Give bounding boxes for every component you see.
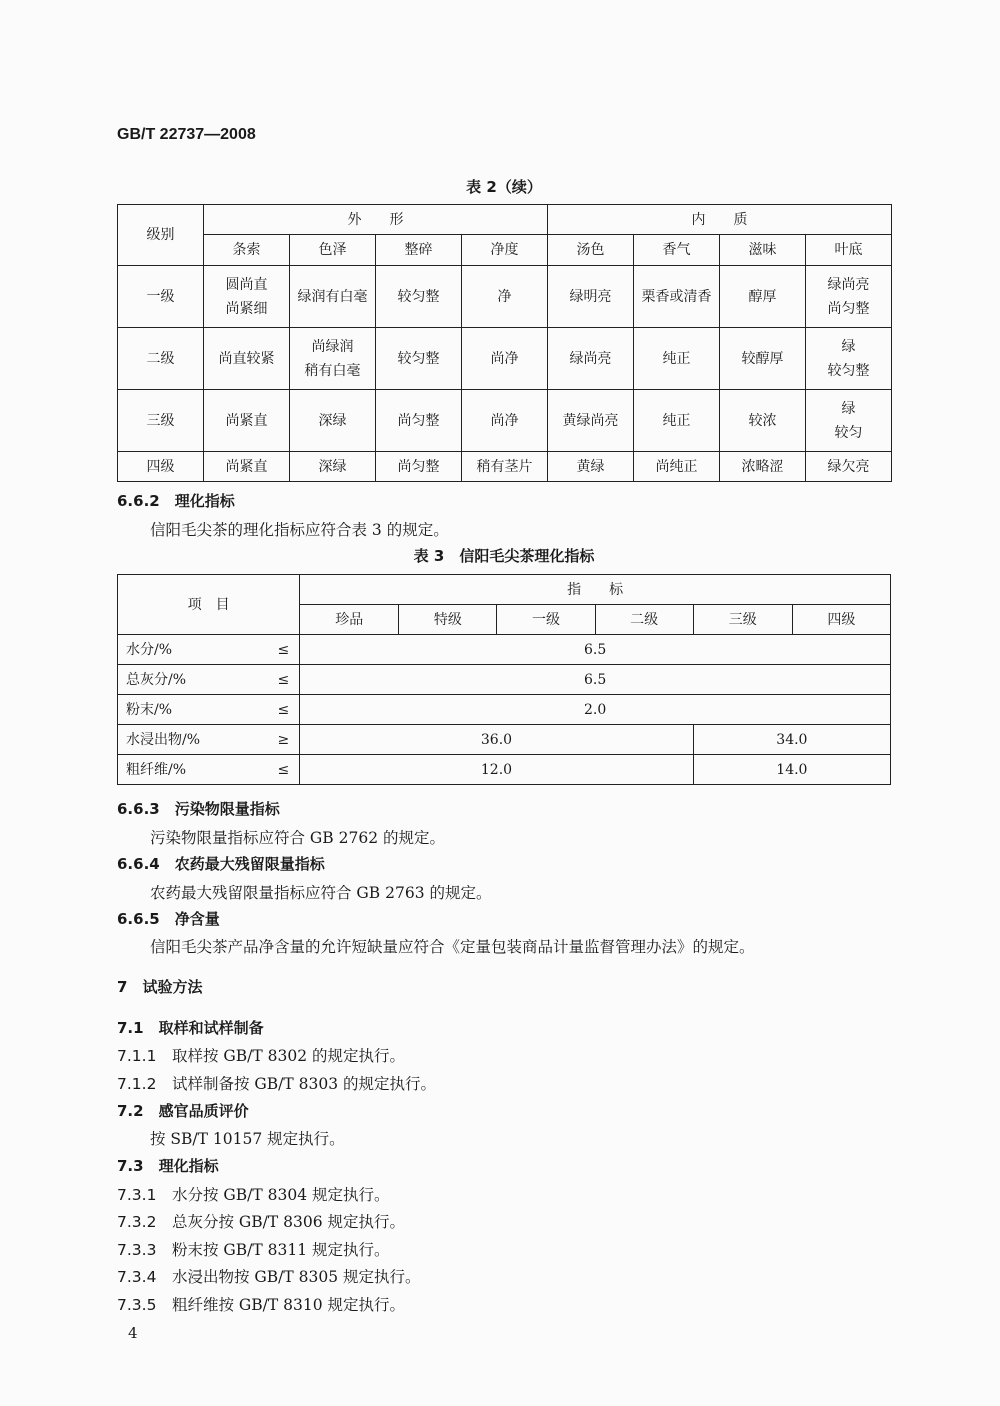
value-cell: 14.0 <box>693 755 890 785</box>
table-cell: 尚匀整 <box>376 390 462 452</box>
table-cell: 绿尚亮 <box>548 328 634 390</box>
section-7-2-text: 按 SB/T 10157 规定执行。 <box>150 1130 345 1148</box>
column-header: 整碎 <box>376 235 462 266</box>
table-row <box>118 755 891 785</box>
table-row <box>118 452 892 482</box>
document-header: GB/T 22737—2008 <box>117 126 256 143</box>
item-cell <box>118 755 300 785</box>
table-cell: 纯正 <box>634 390 720 452</box>
value-cell: 6.5 <box>300 635 891 665</box>
table-cell: 绿尚亮 尚匀整 <box>806 266 892 328</box>
table-cell: 较匀整 <box>376 266 462 328</box>
grade-header: 二级 <box>595 605 693 635</box>
value-cell: 6.5 <box>300 665 891 695</box>
table-row <box>118 328 892 390</box>
grade-cell: 一级 <box>118 266 204 328</box>
table-cell: 深绿 <box>290 390 376 452</box>
item-label: 水浸出物/% <box>126 731 201 748</box>
table-cell: 醇厚 <box>720 266 806 328</box>
table-cell: 绿 较匀 <box>806 390 892 452</box>
comparison-sign: ≥ <box>277 731 290 748</box>
table-row <box>118 665 891 695</box>
comparison-sign: ≤ <box>277 761 290 778</box>
section-6-6-5-heading: 6.6.5 净含量 <box>117 910 220 928</box>
table-cell: 圆尚直 尚紧细 <box>204 266 290 328</box>
table-cell: 栗香或清香 <box>634 266 720 328</box>
section-7-1-1: 7.1.1 取样按 GB/T 8302 的规定执行。 <box>117 1047 406 1065</box>
table-cell: 尚净 <box>462 328 548 390</box>
grade-header: 级别 <box>118 205 204 266</box>
section-7-3-1: 7.3.1 水分按 GB/T 8304 规定执行。 <box>117 1186 390 1204</box>
table-cell: 绿 较匀整 <box>806 328 892 390</box>
section-7-1-2: 7.1.2 试样制备按 GB/T 8303 的规定执行。 <box>117 1075 437 1093</box>
item-label: 总灰分/% <box>126 671 187 688</box>
section-7-2-heading: 7.2 感官品质评价 <box>117 1102 249 1120</box>
table-cell: 尚紧直 <box>204 452 290 482</box>
table-row <box>118 725 891 755</box>
table-cell: 绿润有白毫 <box>290 266 376 328</box>
table3-caption: 表 3 信阳毛尖茶理化指标 <box>413 547 595 565</box>
table-cell: 绿欠亮 <box>806 452 892 482</box>
table3 <box>117 574 891 785</box>
comparison-sign: ≤ <box>277 701 290 718</box>
grade-header: 特级 <box>399 605 497 635</box>
item-cell <box>118 665 300 695</box>
section-7-3-heading: 7.3 理化指标 <box>117 1157 219 1175</box>
page-number: 4 <box>128 1324 138 1342</box>
table-cell: 较浓 <box>720 390 806 452</box>
section-6-6-5-text: 信阳毛尖茶产品净含量的允许短缺量应符合《定量包装商品计量监督管理办法》的规定。 <box>150 938 755 956</box>
column-header: 滋味 <box>720 235 806 266</box>
item-label: 粗纤维/% <box>126 761 187 778</box>
section-6-6-2-heading: 6.6.2 理化指标 <box>117 492 235 510</box>
table-cell: 深绿 <box>290 452 376 482</box>
section-6-6-4-text: 农药最大残留限量指标应符合 GB 2763 的规定。 <box>150 884 492 902</box>
item-cell <box>118 725 300 755</box>
section-7-3-5: 7.3.5 粗纤维按 GB/T 8310 规定执行。 <box>117 1296 406 1314</box>
table-cell: 黄绿尚亮 <box>548 390 634 452</box>
value-cell: 2.0 <box>300 695 891 725</box>
grade-header: 一级 <box>497 605 595 635</box>
item-cell <box>118 635 300 665</box>
comparison-sign: ≤ <box>277 671 290 688</box>
appearance-group-header: 外 形 <box>204 205 548 235</box>
item-cell <box>118 695 300 725</box>
table2 <box>117 204 892 482</box>
table-cell: 尚匀整 <box>376 452 462 482</box>
table-cell: 尚直较紧 <box>204 328 290 390</box>
section-7-heading: 7 试验方法 <box>117 978 203 996</box>
table-cell: 尚净 <box>462 390 548 452</box>
grade-header: 四级 <box>792 605 890 635</box>
table-row <box>118 635 891 665</box>
column-header: 净度 <box>462 235 548 266</box>
column-header: 香气 <box>634 235 720 266</box>
grade-header: 三级 <box>693 605 792 635</box>
table-cell: 较醇厚 <box>720 328 806 390</box>
section-6-6-3-text: 污染物限量指标应符合 GB 2762 的规定。 <box>150 829 446 847</box>
grade-header: 珍品 <box>300 605 399 635</box>
quality-group-header: 内 质 <box>548 205 892 235</box>
table-cell: 浓略涩 <box>720 452 806 482</box>
column-header: 汤色 <box>548 235 634 266</box>
table-row <box>118 390 892 452</box>
section-7-3-2: 7.3.2 总灰分按 GB/T 8306 规定执行。 <box>117 1213 406 1231</box>
section-7-3-4: 7.3.4 水浸出物按 GB/T 8305 规定执行。 <box>117 1268 421 1286</box>
value-cell: 36.0 <box>300 725 694 755</box>
table-cell: 尚绿润 稍有白毫 <box>290 328 376 390</box>
table2-caption: 表 2（续） <box>466 178 542 196</box>
table-cell: 黄绿 <box>548 452 634 482</box>
table-cell: 尚纯正 <box>634 452 720 482</box>
grade-cell: 二级 <box>118 328 204 390</box>
table-cell: 较匀整 <box>376 328 462 390</box>
column-header: 条索 <box>204 235 290 266</box>
grade-cell: 四级 <box>118 452 204 482</box>
table-row <box>118 695 891 725</box>
value-cell: 12.0 <box>300 755 694 785</box>
section-6-6-2-text: 信阳毛尖茶的理化指标应符合表 3 的规定。 <box>150 521 449 539</box>
item-label: 水分/% <box>126 641 173 658</box>
item-label: 粉末/% <box>126 701 173 718</box>
table-cell: 绿明亮 <box>548 266 634 328</box>
comparison-sign: ≤ <box>277 641 290 658</box>
table-row <box>118 266 892 328</box>
section-7-3-3: 7.3.3 粉末按 GB/T 8311 规定执行。 <box>117 1241 390 1259</box>
section-7-1-heading: 7.1 取样和试样制备 <box>117 1019 264 1037</box>
column-header: 叶底 <box>806 235 892 266</box>
table-cell: 稍有茎片 <box>462 452 548 482</box>
table-cell: 尚紧直 <box>204 390 290 452</box>
value-cell: 34.0 <box>693 725 890 755</box>
section-6-6-3-heading: 6.6.3 污染物限量指标 <box>117 800 280 818</box>
column-header: 色泽 <box>290 235 376 266</box>
table-cell: 净 <box>462 266 548 328</box>
index-header: 指 标 <box>300 575 891 605</box>
section-6-6-4-heading: 6.6.4 农药最大残留限量指标 <box>117 855 325 873</box>
table-cell: 纯正 <box>634 328 720 390</box>
grade-cell: 三级 <box>118 390 204 452</box>
item-header: 项 目 <box>118 575 300 635</box>
